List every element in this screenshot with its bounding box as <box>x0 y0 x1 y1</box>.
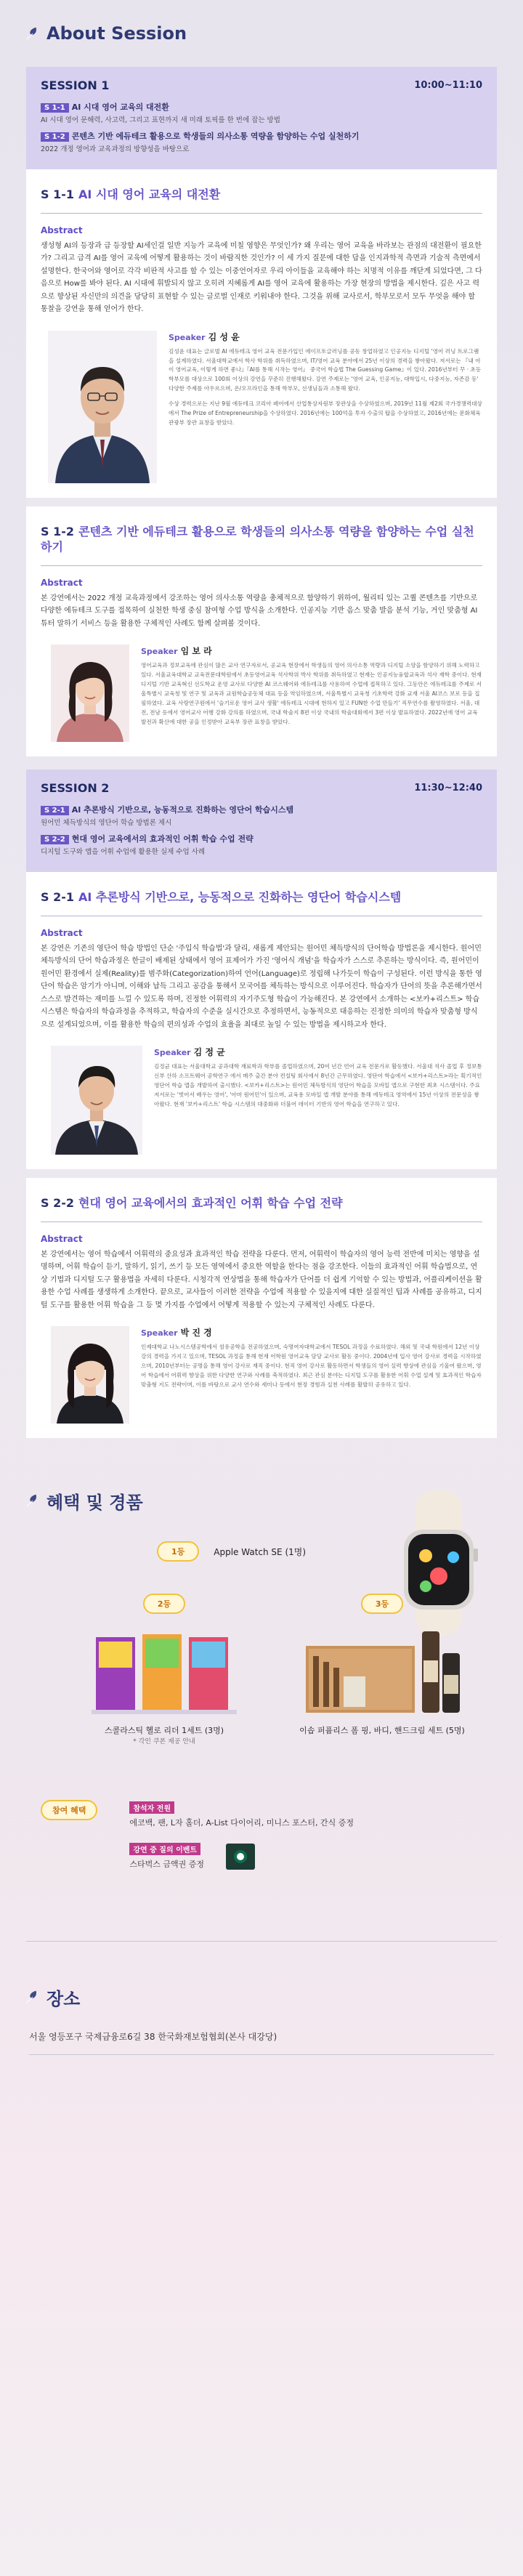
agenda-tag: S 2-1 <box>41 806 69 815</box>
first-prize-row <box>157 1541 306 1562</box>
speaker-label: Speaker <box>141 1328 178 1339</box>
speaker-name-text: 임 보 라 <box>180 646 212 657</box>
participation-text: 스타벅스 금액권 증정 <box>129 1860 204 1870</box>
speaker-name-text: 박 진 경 <box>180 1328 212 1339</box>
place-heading <box>0 1963 523 2030</box>
session1-time: 10:00~11:10 <box>414 80 482 91</box>
lecture-title-text: 콘텐츠 기반 에듀테크 활용으로 학생들의 의사소통 역량을 함양하는 수업 실천하기 <box>41 524 474 554</box>
agenda-title: AI 추론방식 기반으로, 능동적으로 진화하는 영단어 학습시스템 <box>71 805 294 815</box>
abstract-label: Abstract <box>41 577 83 588</box>
abstract-label: Abstract <box>41 1233 83 1244</box>
divider <box>41 213 482 214</box>
lecture-title-text: AI 추론방식 기반으로, 능동적으로 진화하는 영단어 학습시스템 <box>78 890 402 905</box>
session1-card <box>26 67 497 756</box>
lecture-s2-1 <box>26 872 497 1169</box>
second-prize-label <box>84 1724 244 1745</box>
lecture-title <box>41 889 482 905</box>
lecture-s2-2 <box>26 1178 497 1438</box>
agenda-subtitle: 원어민 체득방식의 영단어 학습 방법론 제시 <box>41 819 172 828</box>
participation-tag: 참석자 전원 <box>129 1801 174 1814</box>
benefits-section <box>26 1534 497 1941</box>
session2-agenda-item <box>41 804 482 827</box>
speaker-block <box>41 1046 482 1155</box>
starbucks-card-image <box>226 1844 255 1870</box>
speaker-name-text: 김 성 윤 <box>208 331 240 342</box>
second-prize-text: 스콜라스틱 헬로 리더 1세트 (3명) <box>104 1726 224 1736</box>
speaker-photo <box>48 331 157 483</box>
session2-card <box>26 770 497 1438</box>
speaker-block <box>41 645 482 742</box>
participation-benefits <box>41 1800 354 1870</box>
agenda-subtitle: AI 시대 영어 문해력, 사고력, 그리고 표현까지 새 미래 토픽를 한 번에 잡는 방법 <box>41 116 280 124</box>
lecture-s1-2 <box>26 506 497 757</box>
agenda-subtitle: 디지털 도구와 앱을 어휘 수업에 활용한 실제 수업 사례 <box>41 848 206 857</box>
bio-paragraph: 김정균 대표는 서울대학교 공과대학 재료학과 학부를 졸업하였으며, 20여 년간 언어 교육 전문가로 활동했다. 서울대 석사 졸업 후 정보통신부 산하 소프트웨어 공학연구 에서 매주 출간 분야 컨설팅 회사에서 8년간 근무하였다. 영단어 학습에서 <보카+리스트>라는 획기적인 영단어 학습 앱을 개발하여 출시했다. <보카+리스트>는 원어민 체득방식의 영단어 학습을 모바일 앱으로 구현한 최초 시스템이다. 주요 저서로는 '벗어서 배우는 영어', '아마 원어민'이 있으며, 교육용 모바일 앱 개발 분야를 통해 에듀테크 영역에서 15년 이상의 전문성을 쌓아왔다. 현재 '보카+리스트' 학습 시스템의 대중화와 더불어 데이터 기반의 영어 학습을 연구하고 있다. <box>154 1063 482 1107</box>
third-rank-badge: 3등 <box>361 1594 403 1614</box>
speaker-block <box>41 1326 482 1424</box>
lecture-code: S 2-1 <box>41 890 74 905</box>
agenda-tag: S 1-1 <box>41 103 69 113</box>
agenda-tag: S 1-2 <box>41 132 69 142</box>
speaker-block <box>41 331 482 483</box>
abstract-text: 본 강연에서는 2022 개정 교육과정에서 강조하는 영어 의사소통 역량을 총체적으로 함양하기 위하여, 월리티 있는 고퀄 콘텐츠를 기반으로 다양한 에듀테크 도구를 접목하여 실천한 학생 중심 참여형 수업 방식을 소개한다. 인공지능 기반 음스 맞춤 발음 분석 기능, 거인 맞춤형 AI 튜터 말하기 서비스 등을 활용한 구체적인 사례도 함께 살펴볼 것이다. <box>41 594 478 628</box>
speaker-name <box>154 1046 482 1058</box>
lecture-title-text: AI 시대 영어 교육의 대전환 <box>78 187 221 201</box>
session2-title: SESSION 2 <box>41 781 110 796</box>
lecture-title <box>41 1195 482 1211</box>
speaker-name-text: 김 정 균 <box>193 1047 225 1058</box>
bio-paragraph: 인제대학교 나노시스템공학에서 섬유공학을 전공하였으며, 숙명여자대학교에서 TESOL 과정을 수료하였다. 해외 및 국내 학원에서 12년 이상 강의 경력을 가지고 있으며, TESOL 과정을 통해 현재 어학원 영어교육 담당 교사로 활동 중이다. 2004년에 입사 영어 강사로 경력을 시작하였으며, 2010년부터는 공명을 통해 영어 강사로 재직 중이다. 현직 영어 강사로 활동하면서 학생들의 영어 실력 향상에 관심을 기울여 왔으며, 영어 학습에서 어휘력 향상을 위한 다양한 연구와 사례를 축적하였다. 최근 관심 분야는 디지털 도구를 활용한 어휘 수업 설계 및 효과적인 학습자 맞춤형 지도 전략이며, 이를 바탕으로 교사 연수와 세미나 등에서 현장 경험과 실천 사례를 활발히 공유하고 있다. <box>141 1344 482 1389</box>
lecture-code: S 2-2 <box>41 1196 74 1211</box>
lecture-code: S 1-1 <box>41 187 74 201</box>
speaker-bio <box>141 661 482 727</box>
lecture-title-text: 현대 영어 교육에서의 효과적인 어휘 학습 수업 전략 <box>78 1196 343 1211</box>
speaker-photo <box>51 1326 129 1424</box>
bio-paragraph: 김성윤 대표는 글로벌 AI 에듀테크 영어 교육 전문가입인 에이프토글러닝를 공동 창업하였고 인공지능 디지털 '영어 러닝 트로그램을 설계하였다. 서울대학교에서 학사 학위를 취득하였으며, IT/영어 교육 분야에서 25년 이상의 경력을 쌓아왔다. 저서로는 『내 아이 영어교육, 이렇게 하면 좋나』『AI를 통해 시작는 영어』 중국어 학습법 The Guessing Game』이 있다. 2016년부터 꾸 · 초등 학부모를 대상으로 100회 이상의 강연을 꾸준히 진행해왔다. 강연 주제로는 '영어 교육, 인공지능, 대학입시, 다중지능, 자존감 등' 다양한 주제를 아우르으며, 온/오프라인을 통해 학부모, 선생님들과 소통해 왔다. <box>169 347 482 392</box>
speaker-photo <box>51 1046 142 1155</box>
books-image <box>92 1624 237 1719</box>
benefits-title: 혜택 및 경품 <box>46 1492 143 1513</box>
speaker-name <box>169 331 482 343</box>
agenda-title: AI 시대 영어 교육의 대전환 <box>71 102 169 112</box>
participation-item <box>129 1841 354 1870</box>
first-prize-label: Apple Watch SE (1명) <box>214 1546 307 1557</box>
session1-header <box>26 67 497 169</box>
abstract-text: 본 강연은 기존의 영단어 학습 방법인 단순 '주입식 학습법'과 달리, 새롭게 제안되는 원어민 체득방식의 단어학습 방법론을 제시한다. 원어민 체득방식의 단어 학습과정은 한글이 배제된 상태에서 영어 표제어가 가진 '영어식 개념'을 학습자가 스스로 추론하는 방식이다. 즉, 원어민이 원어민 환경에서 실제(Reality)를 범주화(Categorization)하여 언어(Language)로 정립해 나가듯이 학습이 구성된다. 이런 방식을 통한 영단어 학습은 암기가 아니며, 이해와 납득 그리고 공감을 통해서 모국어를 체득하는 방식으로 이루어진다. 학습자가 단어의 뜻을 추론해가면서 스스로 발견하는 재미를 느낄 수 있도록 하며, 진정한 어휘력의 자기주도형 학습이 가능해진다. 본 강연에서 소개하는 <보카+리스트> 학습시스템은 학습자의 학습과정을 추적하고, 학습자의 수준을 실시간으로 추정하면서, 능동적으로 대응하는 진정한 의미의 학습자 맞춤형 방식으로 설계되었으며, 이를 활용한 학습의 편의성과 수업의 효율을 최대로 높일 수 있는 방법을 제시하고자 한다. <box>41 944 482 1029</box>
lecture-title <box>41 524 482 555</box>
second-prize <box>84 1594 244 1745</box>
about-session-title: About Session <box>46 23 187 44</box>
speaker-label: Speaker <box>141 647 178 657</box>
bio-paragraph: 영어교육과 정보교육에 관심이 많은 교사 연구자로서, 공교육 현장에서 학생들의 영어 의사소통 역량과 디지털 소양을 함양하기 위해 노력하고 있다. 서울교육대학교 교육전문대학원에서 초등영어교육 석사학위 박사 학위를 취득하였고 현재는 인공지능융합교육과 석사 재학 중이다. 현재 디지털 기반 교육혁신 선도학교 운영 교사로 다양한 AI 코스웨어와 에듀테크를 사용하여 수업에 접목하고 있다. 그동안은 에듀테크를 주제로 서울특별시 교육청 및 연구 및 교육과 교원학습공동체 대표 등을 역임하였으며, 서울특별시 교육청 기초학력 강화 교재 서울 AI코스 보로 등을 집필하였다. 교육 사랑연구원에서 '슬기로운 영어 교사 생활' 에듀테크 시대에 현하지 있고 FUN한 수업 만들기' 직무연수를 촬영하였다. 서울, 대전, 전남 등에서 영어교사 어행 강화 강의를 하였으며, 국내 학술지 8편 이상 국내의 학술대회에서 3편 이상 발표하였다. 2022년에 영어 교육 발전과 확산에 대한 공을 인정받아 교육부 장관 표창을 받았다. <box>141 662 482 725</box>
about-session-heading <box>0 0 523 67</box>
lecture-code: S 1-2 <box>41 524 74 538</box>
bio-paragraph: 수상 경력으로는 지난 9월 에듀테크 코리아 페어에서 산업통상자원부 장관상을 수상하였으며, 2019년 11월 제2회 국가경쟁력대상에서 The Prize of Entrepreneurship을 수상하였다. 2016년에는 100억을 투자 수출의 탑을 수상하였고, 2016년에는 문화체육관광부 장관 표창을 받았다. <box>169 400 482 426</box>
third-prize-label: 이솝 퍼퓸리스 폼 핑, 바디, 핸드크림 세트 (5명) <box>299 1726 465 1736</box>
second-prize-note: * 각인 쿠폰 제공 안내 <box>133 1738 195 1746</box>
speaker-label: Speaker <box>169 332 206 342</box>
place-section <box>0 2030 523 2055</box>
second-rank-badge: 2등 <box>143 1594 185 1614</box>
session2-header <box>26 770 497 872</box>
feather-icon <box>25 25 41 41</box>
first-rank-badge: 1등 <box>157 1541 199 1562</box>
agenda-subtitle: 2022 개정 영어과 교육과정의 방향성을 바탕으로 <box>41 145 190 153</box>
feather-icon <box>25 1493 41 1509</box>
speaker-label: Speaker <box>154 1048 191 1058</box>
abstract-text: 본 강연에서는 영어 학습에서 어휘력의 중요성과 효과적인 학습 전략을 다룬다. 먼저, 어휘력이 학습자의 영어 능력 전반에 미치는 영향을 설명하며, 어휘 학습이 듣기, 말하기, 읽기, 쓰기 등 모든 영역에서 중요한 역할을 한다는 점을 강조한다. 이들의 효과적인 어휘 학습법으로, 연상 기법과 디지털 도구 활용법을 자세히 다룬다. 시청각적 연상법을 통해 학습자가 단어를 더 쉽게 기억할 수 있는 방법과, 어플리케이션을 활용한 수업 사례를 생생하게 소개한다. 끝으로, 교사들이 이러한 전략을 수업에 적용할 수 있을지에 대한 실질적인 팁과 사례를 공유하고, 디지털 도구를 활용한 어휘 학습을 그 등 몇 가지를 수업에서 어떻게 적용할 수 있는지 구체적인 사례도 다룬다. <box>41 1250 482 1309</box>
speaker-bio <box>141 1343 482 1390</box>
lecture-s1-1 <box>26 169 497 498</box>
session1-agenda-item <box>41 130 482 153</box>
session2-time: 11:30~12:40 <box>414 783 482 794</box>
session1-title: SESSION 1 <box>41 78 110 92</box>
place-title: 장소 <box>46 1988 81 2009</box>
abstract-label: Abstract <box>41 927 83 938</box>
agenda-tag: S 2-2 <box>41 835 69 844</box>
speaker-bio <box>169 347 482 428</box>
participation-tag: 강연 중 질의 이벤트 <box>129 1843 200 1855</box>
speaker-name <box>141 645 482 657</box>
abstract-label: Abstract <box>41 225 83 235</box>
divider <box>41 565 482 566</box>
session1-agenda-item <box>41 101 482 124</box>
third-prize <box>288 1594 477 1736</box>
agenda-title: 콘텐츠 기반 에듀테크 활용으로 학생들의 의사소통 역량을 함양하는 수업 실천하기 <box>71 132 360 141</box>
agenda-title: 현대 영어 교육에서의 효과적인 어휘 학습 수업 전략 <box>71 834 254 844</box>
participation-item <box>129 1800 354 1828</box>
participation-badge: 참여 혜택 <box>41 1800 97 1820</box>
speaker-name <box>141 1326 482 1339</box>
aesop-image <box>299 1624 466 1719</box>
speaker-photo <box>51 645 129 742</box>
speaker-bio <box>154 1062 482 1110</box>
session2-agenda-item <box>41 833 482 856</box>
place-address: 서울 영등포구 국제금융로6길 38 한국화재보험협회(본사 대강당) <box>29 2032 277 2043</box>
feather-icon <box>25 1989 41 2005</box>
abstract-text: 생성형 AI의 등장과 급 등장할 AI세인걸 일반 지능가 교육에 미칠 영향은 무엇인가? 왜 우리는 영어 교육을 바라보는 관점의 대전환이 필요한가? 그리고 급격 AI를 영어 교육에 어떻게 활용하는 것이 바람직한 것인가? 이 세 가지 질문에 대한 답을 인지과학적 측면과 기술적 측면에서 설명한다. 한국어와 영어로 각각 비판적 사고를 할 수 있는 이중언어자로 우리 아이들을 교육해야 하는 치명적 이유를 깨닫게 되었다면, 그 다음으로 How를 봐야 된다. AI 시대에 휘발되지 않고 오히려 지혜롭게 AI를 영어 교육에 활용하는 가장 현장의 방법을 제시한다. 깊은 사고 력으로 향상된 자신만의 의견을 당당히 표현할 수 있는 글로벌 인재로 키워내야 한다. 그것을 위해 교사로서, 학부모로서 모두 무엇을 해야 할 통찰을 강연을 통해 얻어가 한다. <box>41 241 482 314</box>
participation-text: 에코백, 팬, L자 홀더, A-List 다이어리, 미니스 포스터, 간식 증정 <box>129 1818 354 1828</box>
lecture-title <box>41 187 482 203</box>
